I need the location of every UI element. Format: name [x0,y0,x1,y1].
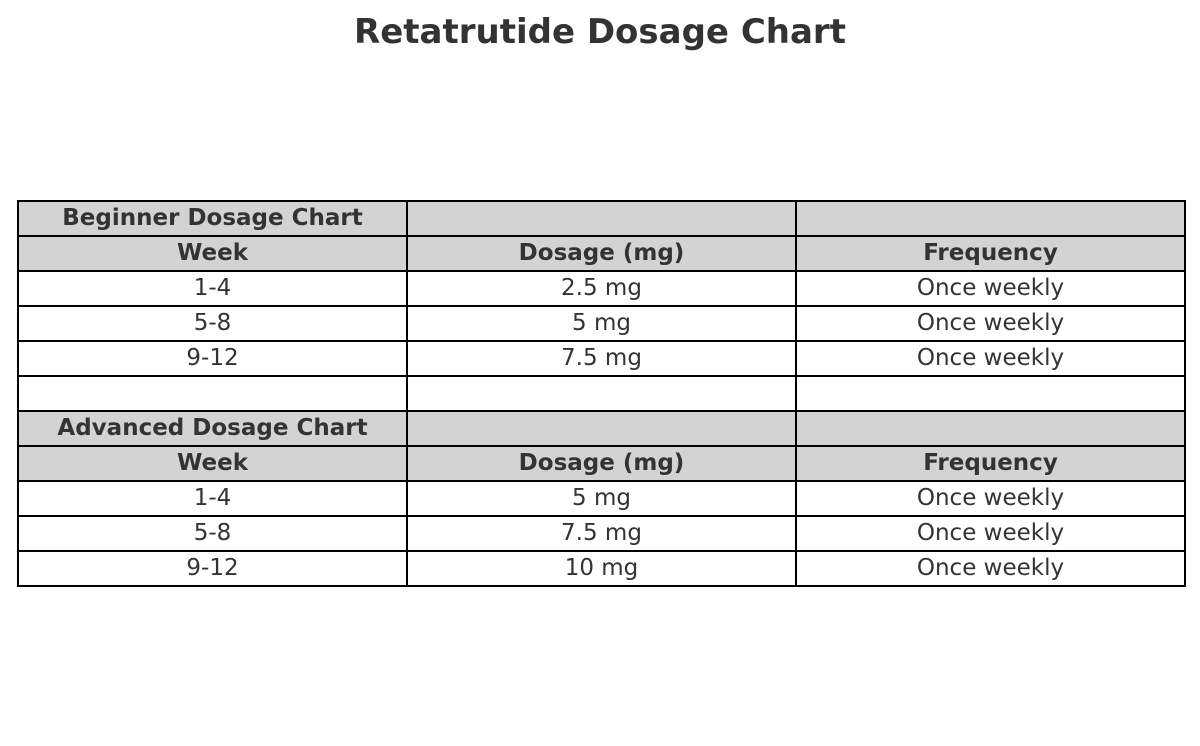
table-cell-frequency: Once weekly [796,271,1185,306]
table-cell-frequency: Frequency [796,446,1185,481]
chart-title: Retatrutide Dosage Chart [354,12,846,52]
table-cell-frequency [796,376,1185,411]
table-cell-frequency: Once weekly [796,551,1185,586]
table-cell-dosage: Dosage (mg) [407,446,796,481]
table-cell-dosage: 7.5 mg [407,516,796,551]
table-cell-frequency: Once weekly [796,341,1185,376]
table-cell-week: Advanced Dosage Chart [18,411,407,446]
table-cell-frequency: Once weekly [796,306,1185,341]
table-cell-dosage: 7.5 mg [407,341,796,376]
table-cell-dosage: 10 mg [407,551,796,586]
table-header-row [18,411,1185,446]
table-cell-dosage: 5 mg [407,306,796,341]
table-cell-dosage [407,411,796,446]
table-header-row [18,201,1185,236]
table-cell-dosage [407,376,796,411]
table-row [18,341,1185,376]
table-cell-frequency [796,411,1185,446]
table-cell-week: 5-8 [18,516,407,551]
table-cell-week: Week [18,236,407,271]
table-row [18,481,1185,516]
table-cell-week: 9-12 [18,341,407,376]
table-cell-week [18,376,407,411]
table-cell-dosage: 2.5 mg [407,271,796,306]
table-cell-dosage: 5 mg [407,481,796,516]
table-cell-week: Week [18,446,407,481]
table-cell-frequency: Once weekly [796,516,1185,551]
table-row [18,516,1185,551]
table-cell-week: 1-4 [18,271,407,306]
table-cell-week: 9-12 [18,551,407,586]
table-row [18,271,1185,306]
table-cell-frequency [796,201,1185,236]
table-cell-week: Beginner Dosage Chart [18,201,407,236]
table-cell-dosage [407,201,796,236]
table-row [18,551,1185,586]
table-row [18,376,1185,411]
table-cell-frequency: Once weekly [796,481,1185,516]
table-cell-week: 1-4 [18,481,407,516]
table-cell-frequency: Frequency [796,236,1185,271]
dosage-table [17,200,1186,587]
table-cell-dosage: Dosage (mg) [407,236,796,271]
table-cell-week: 5-8 [18,306,407,341]
table-row [18,306,1185,341]
table-header-row [18,446,1185,481]
table-header-row [18,236,1185,271]
dosage-table-body [18,201,1185,586]
